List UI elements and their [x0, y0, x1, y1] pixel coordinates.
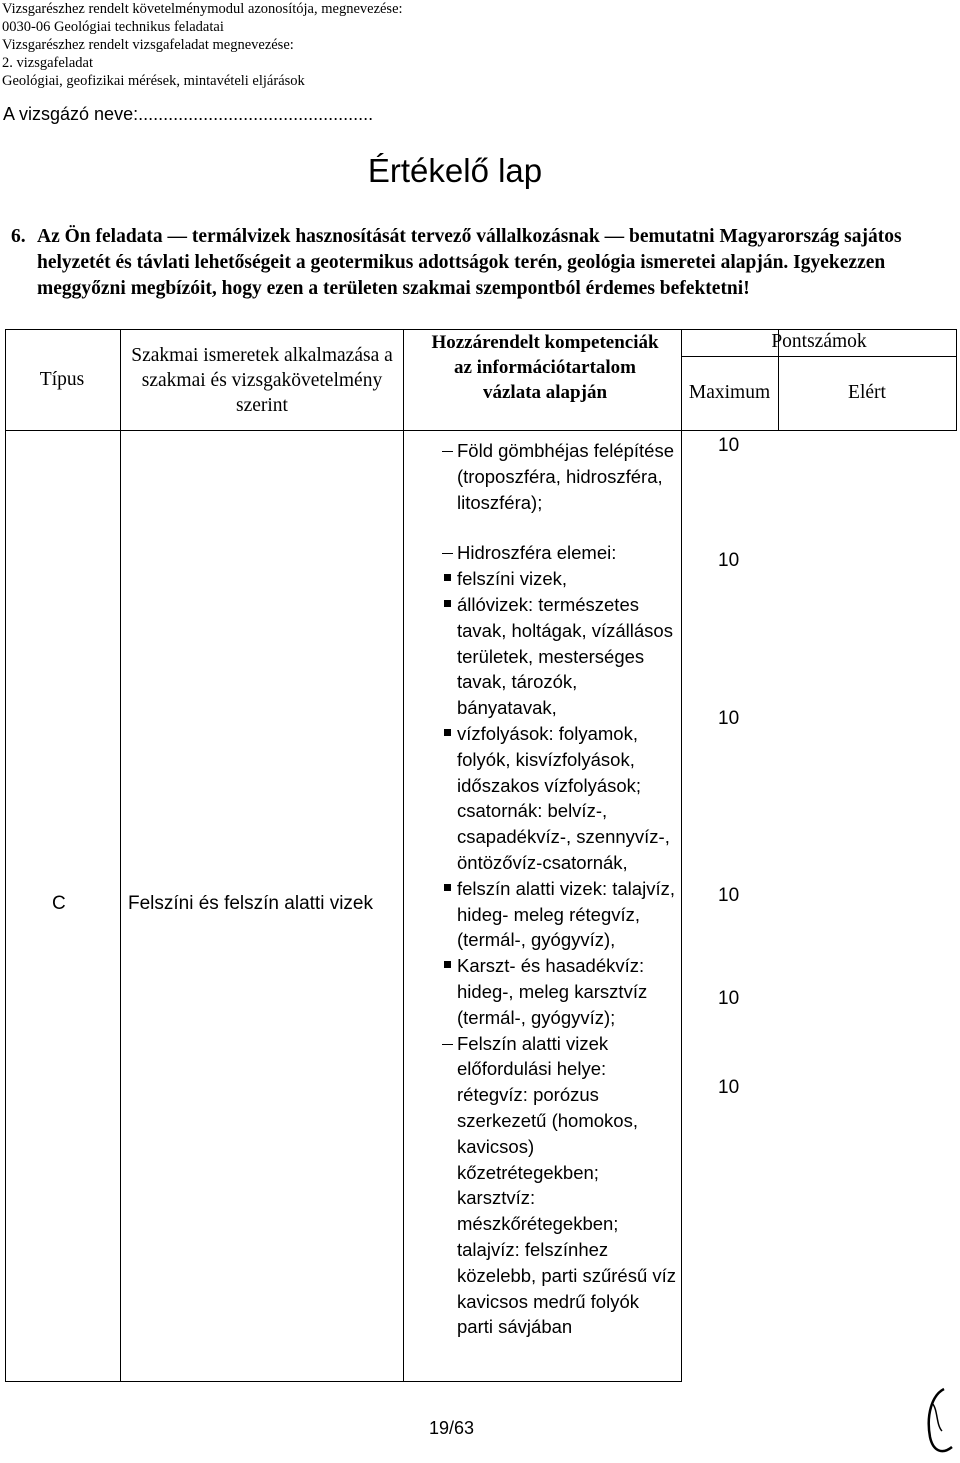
header-knowledge: Szakmai ismeretek alkalmazása a szakmai és vizsgakövetelmény szerint [131, 345, 393, 416]
max-score: 10 [718, 435, 740, 456]
header-points: Pontszámok [771, 331, 867, 352]
competency-list [440, 438, 680, 1340]
page-title: Értékelő lap [367, 152, 543, 189]
table-border-bottom [5, 1381, 682, 1382]
header-competency: Hozzárendelt kompetenciák az információtartalom vázlata alapján [431, 332, 659, 403]
task-description [11, 224, 917, 302]
header-type: Típus [39, 369, 85, 390]
max-score: 10 [718, 550, 740, 571]
document-header [2, 0, 403, 90]
candidate-name-field: A vizsgázó neve:............................................... [3, 104, 374, 124]
table-border-left [5, 330, 6, 1382]
max-score: 10 [718, 885, 740, 906]
header-line: Geológiai, geofizikai mérések, mintavételi eljárások [2, 73, 305, 89]
signature-mark [918, 1385, 958, 1460]
max-score: 10 [718, 988, 740, 1009]
table-divider [403, 330, 404, 1382]
row-knowledge: Felszíni és felszín alatti vizek [128, 893, 373, 914]
header-line: 2. vizsgafeladat [2, 55, 93, 71]
table-header-bottom [5, 430, 957, 431]
list-item: Karszt- és hasadékvíz: hideg-, meleg karsztvíz (termál-, gyógyvíz); [440, 953, 680, 1030]
list-item: állóvizek: természetes tavak, holtágak, vízállásos területek, mesterséges tavak, tározók, bányatavak, [440, 592, 680, 721]
header-line: Vizsgarészhez rendelt követelménymodul azonosítója, megnevezése: [2, 1, 403, 17]
list-item: felszíni vizek, [440, 566, 680, 592]
list-item: Föld gömbhéjas felépítése (troposzféra, hidroszféra, litoszféra); [440, 438, 680, 515]
table-divider [681, 330, 682, 1382]
table-divider [120, 330, 121, 1382]
row-type: C [52, 893, 66, 914]
list-item: Felszín alatti vizek előfordulási helye: rétegvíz: porózus szerkezetű (homokos, kavicsos) kőzetrétegekben; karsztvíz: mészkőrétegekben; talajvíz: felszínhez közelebb, parti szűrésű víz kavicsos medrű folyók parti sávjában [440, 1031, 680, 1341]
max-score: 10 [718, 1077, 740, 1098]
list-item: vízfolyások: folyamok, folyók, kisvízfolyások, időszakos vízfolyások; csatornák: belvíz-, csapadékvíz-, szennyvíz-, öntözővíz-csatornák, [440, 721, 680, 876]
header-achieved: Elért [848, 382, 886, 403]
task-number: 6. [11, 226, 26, 247]
page-number: 19/63 [429, 1418, 475, 1438]
header-max: Maximum [688, 382, 771, 403]
max-score: 10 [718, 708, 740, 729]
list-item: felszín alatti vizek: talajvíz, hideg- meleg rétegvíz, (termál-, gyógyvíz), [440, 876, 680, 953]
header-line: 0030-06 Geológiai technikus feladatai [2, 19, 224, 35]
table-divider [681, 356, 957, 357]
task-text: Az Ön feladata — termálvizek hasznosítását tervező vállalkozásnak — bemutatni Magyarország sajátos helyzetét és távlati lehetőségeit a geotermikus adottságok terén, geológia ismeretei alapján. Igyekezzen meggyőzni megbízóit, hogy ezen a területen szakmai szempontból érdemes befektetni! [37, 226, 902, 299]
list-item: Hidroszféra elemei: [440, 540, 680, 566]
header-line: Vizsgarészhez rendelt vizsgafeladat megnevezése: [2, 37, 294, 53]
